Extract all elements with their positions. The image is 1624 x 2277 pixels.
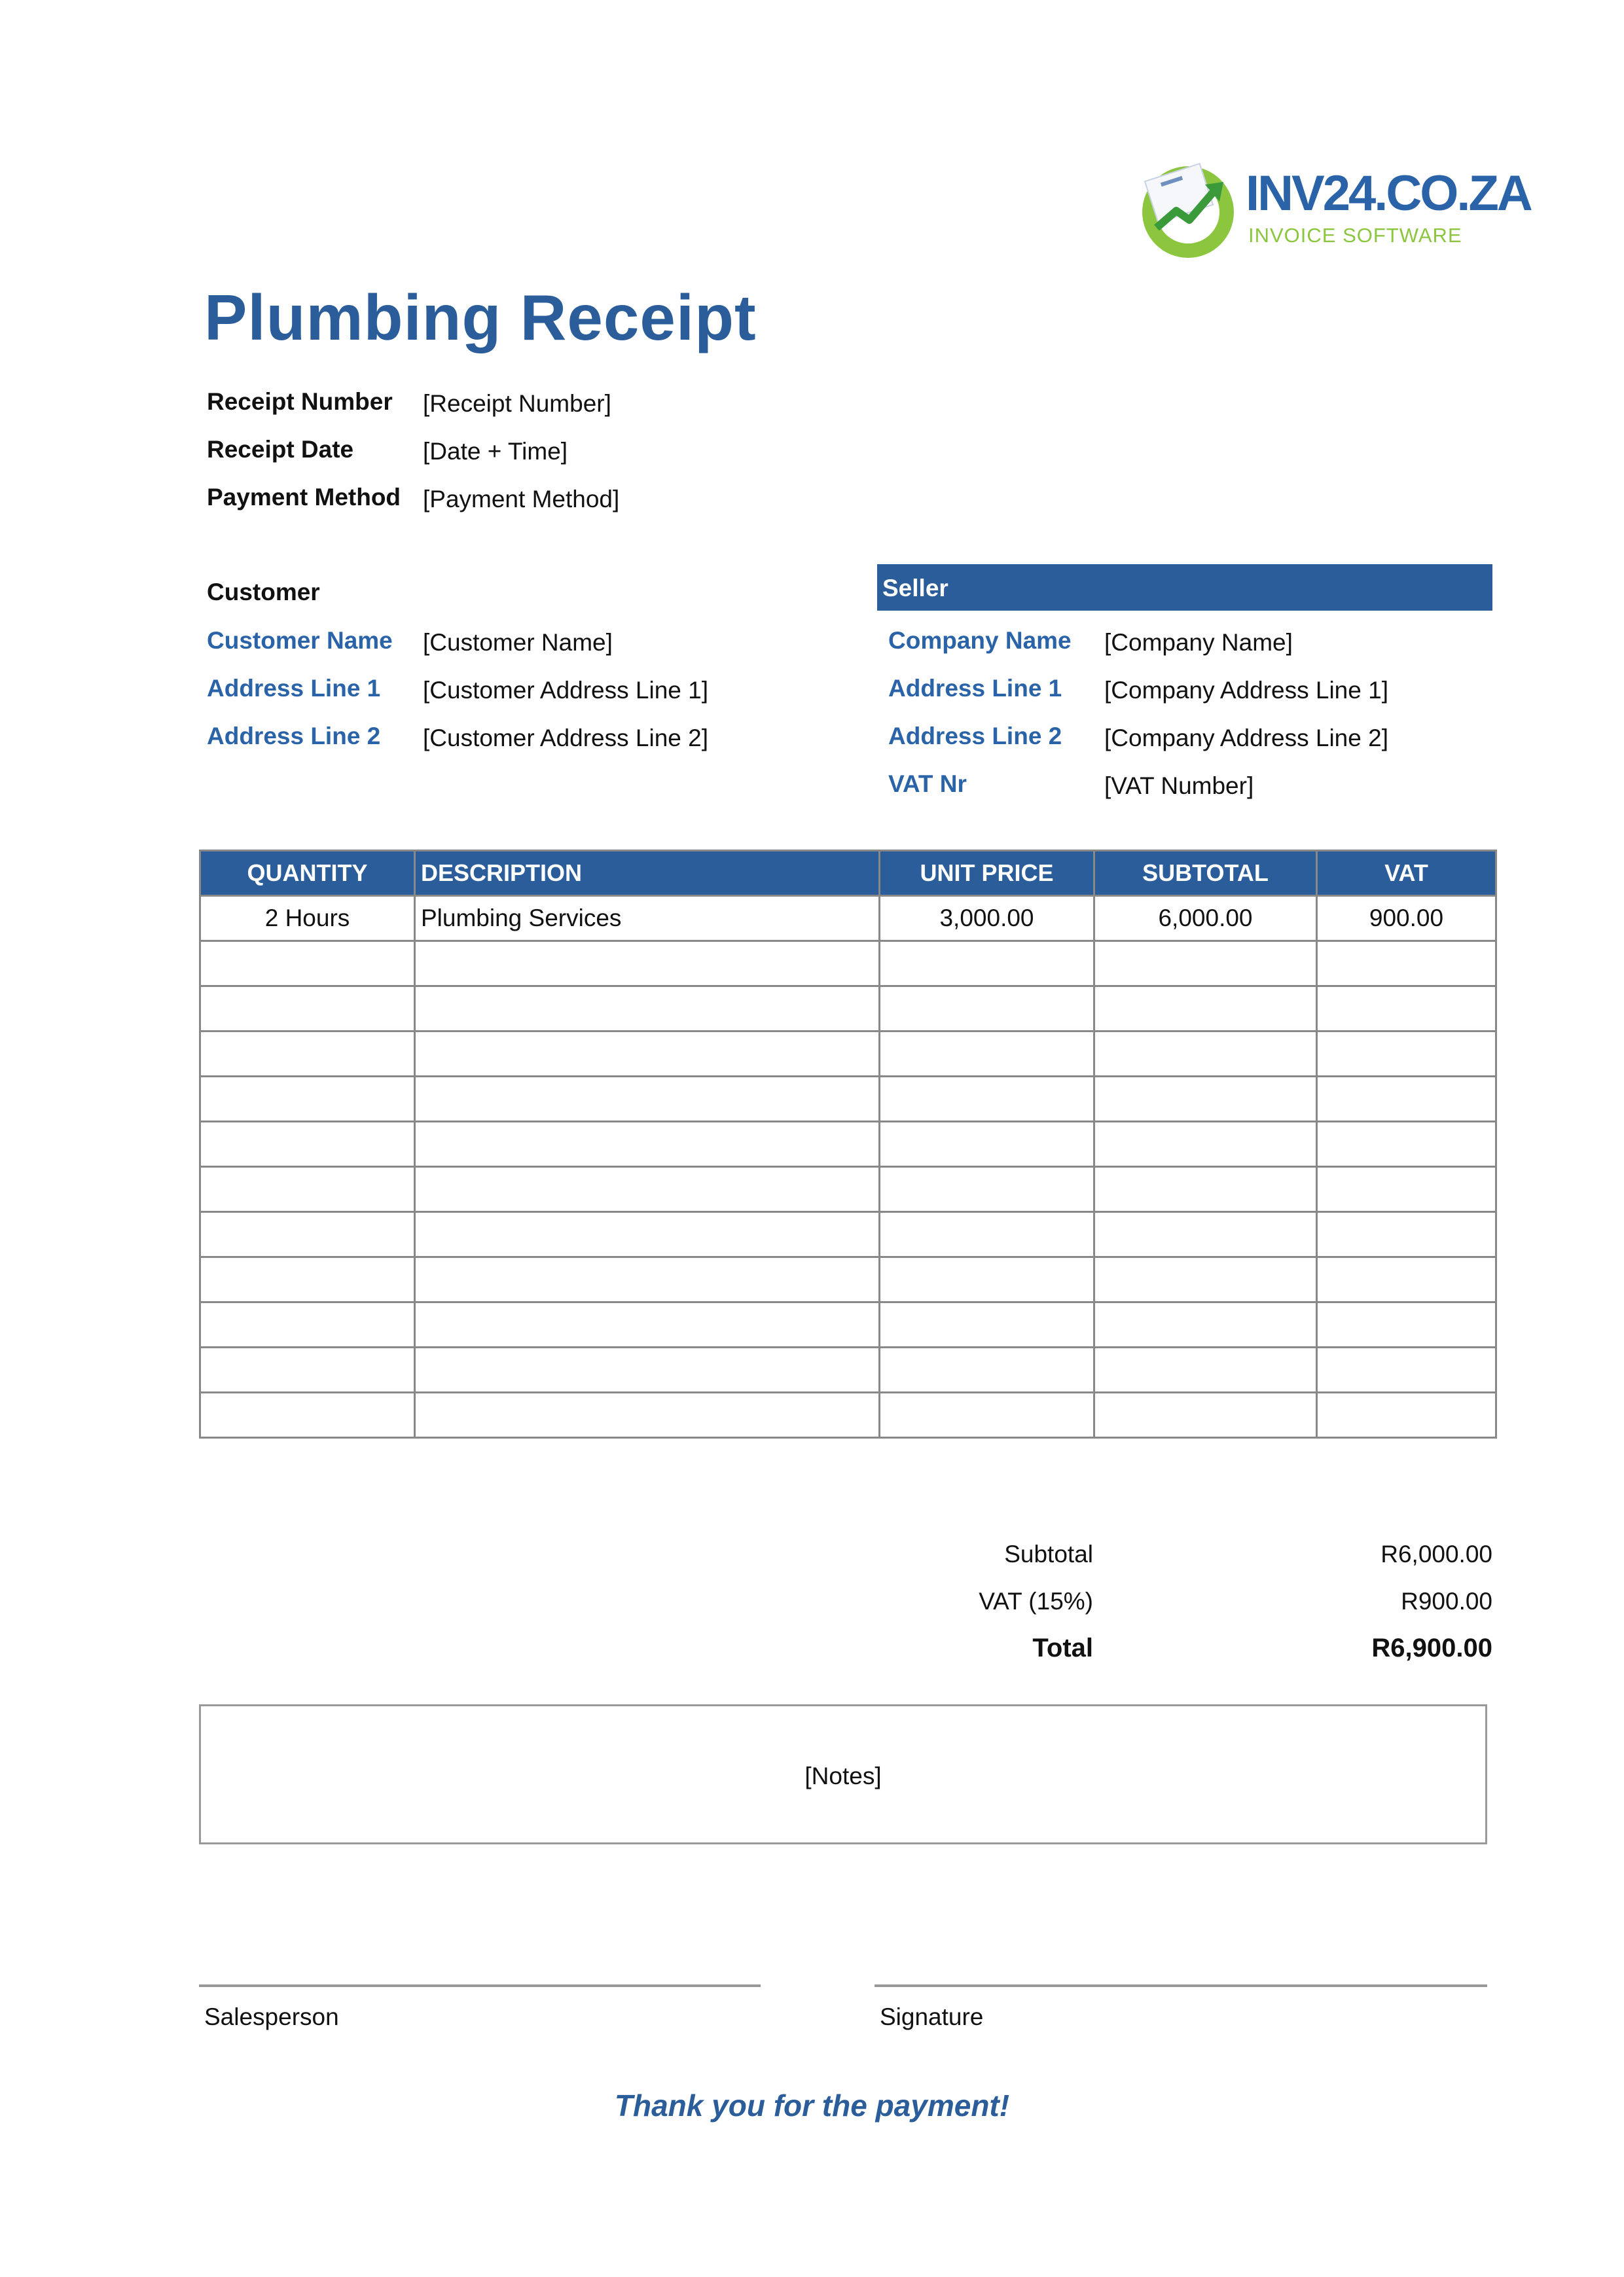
company-address1-value: [Company Address Line 1] — [1104, 677, 1388, 704]
cell-unit-price — [880, 1167, 1094, 1212]
company-address2-value: [Company Address Line 2] — [1104, 725, 1388, 751]
header-subtotal: SUBTOTAL — [1094, 851, 1317, 896]
total-label: Total — [1032, 1634, 1093, 1662]
cell-quantity: 2 Hours — [200, 896, 415, 941]
customer-name-label: Customer Name — [207, 627, 393, 654]
logo-tagline: INVOICE SOFTWARE — [1248, 224, 1462, 247]
table-row — [200, 941, 1496, 986]
cell-vat — [1317, 1077, 1496, 1122]
items-table — [199, 850, 1497, 1439]
items-header-row — [200, 851, 1496, 896]
header-unit-price: UNIT PRICE — [880, 851, 1094, 896]
company-name-label: Company Name — [888, 627, 1072, 654]
cell-description: Plumbing Services — [415, 896, 880, 941]
cell-description — [415, 1077, 880, 1122]
cell-subtotal — [1094, 1212, 1317, 1257]
cell-quantity — [200, 1348, 415, 1393]
cell-subtotal — [1094, 1077, 1317, 1122]
cell-subtotal — [1094, 1031, 1317, 1077]
table-row — [200, 1167, 1496, 1212]
signature-line — [875, 1984, 1487, 1987]
table-row — [200, 1122, 1496, 1167]
cell-quantity — [200, 1031, 415, 1077]
cell-quantity — [200, 986, 415, 1031]
cell-unit-price — [880, 1257, 1094, 1302]
vat-value: R900.00 — [1401, 1588, 1492, 1615]
cell-subtotal — [1094, 1122, 1317, 1167]
payment-method-value: [Payment Method] — [423, 486, 620, 512]
cell-vat — [1317, 1031, 1496, 1077]
receipt-chart-icon — [1136, 156, 1240, 260]
cell-unit-price: 3,000.00 — [880, 896, 1094, 941]
logo-brand-text: INV24.CO.ZA — [1246, 166, 1531, 221]
customer-name-value: [Customer Name] — [423, 629, 613, 656]
cell-vat — [1317, 1393, 1496, 1438]
cell-subtotal — [1094, 1257, 1317, 1302]
payment-method-label: Payment Method — [207, 484, 401, 511]
signature-label: Signature — [880, 2003, 984, 2030]
seller-heading: Seller — [882, 575, 948, 601]
thank-you-message: Thank you for the payment! — [614, 2089, 1010, 2123]
cell-unit-price — [880, 1212, 1094, 1257]
seller-heading-bar — [877, 564, 1492, 611]
cell-description — [415, 1302, 880, 1348]
cell-description — [415, 1257, 880, 1302]
cell-description — [415, 1167, 880, 1212]
company-address1-label: Address Line 1 — [888, 675, 1062, 702]
receipt-number-value: [Receipt Number] — [423, 390, 611, 417]
cell-subtotal — [1094, 941, 1317, 986]
salesperson-line — [199, 1984, 761, 1987]
cell-vat — [1317, 1122, 1496, 1167]
cell-vat — [1317, 1257, 1496, 1302]
cell-quantity — [200, 1167, 415, 1212]
cell-vat — [1317, 1212, 1496, 1257]
subtotal-label: Subtotal — [1004, 1541, 1093, 1568]
cell-description — [415, 986, 880, 1031]
customer-heading: Customer — [207, 579, 320, 605]
vat-nr-label: VAT Nr — [888, 770, 967, 797]
company-logo — [1136, 156, 1531, 260]
cell-description — [415, 1122, 880, 1167]
notes-box — [199, 1704, 1487, 1844]
table-row — [200, 1077, 1496, 1122]
cell-unit-price — [880, 941, 1094, 986]
cell-vat: 900.00 — [1317, 896, 1496, 941]
table-row — [200, 1393, 1496, 1438]
cell-unit-price — [880, 1122, 1094, 1167]
cell-description — [415, 941, 880, 986]
cell-description — [415, 1348, 880, 1393]
cell-subtotal — [1094, 1393, 1317, 1438]
cell-quantity — [200, 1302, 415, 1348]
cell-unit-price — [880, 1077, 1094, 1122]
receipt-number-label: Receipt Number — [207, 388, 393, 415]
cell-vat — [1317, 1348, 1496, 1393]
cell-subtotal — [1094, 1302, 1317, 1348]
customer-address1-value: [Customer Address Line 1] — [423, 677, 708, 704]
customer-address1-label: Address Line 1 — [207, 675, 381, 702]
cell-quantity — [200, 941, 415, 986]
header-description: DESCRIPTION — [415, 851, 880, 896]
table-row — [200, 1031, 1496, 1077]
table-row — [200, 1348, 1496, 1393]
cell-unit-price — [880, 1393, 1094, 1438]
company-address2-label: Address Line 2 — [888, 723, 1062, 749]
cell-quantity — [200, 1257, 415, 1302]
page-title: Plumbing Receipt — [204, 281, 757, 353]
cell-subtotal — [1094, 1167, 1317, 1212]
vat-label: VAT (15%) — [979, 1588, 1093, 1615]
cell-vat — [1317, 986, 1496, 1031]
cell-unit-price — [880, 1302, 1094, 1348]
cell-unit-price — [880, 986, 1094, 1031]
table-row — [200, 896, 1496, 941]
header-vat: VAT — [1317, 851, 1496, 896]
cell-subtotal: 6,000.00 — [1094, 896, 1317, 941]
customer-address2-value: [Customer Address Line 2] — [423, 725, 708, 751]
table-row — [200, 986, 1496, 1031]
table-row — [200, 1302, 1496, 1348]
cell-quantity — [200, 1393, 415, 1438]
header-quantity: QUANTITY — [200, 851, 415, 896]
cell-subtotal — [1094, 986, 1317, 1031]
cell-subtotal — [1094, 1348, 1317, 1393]
cell-unit-price — [880, 1348, 1094, 1393]
total-value: R6,900.00 — [1371, 1634, 1492, 1662]
cell-vat — [1317, 941, 1496, 986]
table-row — [200, 1212, 1496, 1257]
cell-description — [415, 1212, 880, 1257]
subtotal-value: R6,000.00 — [1380, 1541, 1492, 1568]
receipt-date-label: Receipt Date — [207, 436, 354, 463]
vat-nr-value: [VAT Number] — [1104, 772, 1254, 799]
cell-quantity — [200, 1077, 415, 1122]
receipt-date-value: [Date + Time] — [423, 438, 568, 465]
table-row — [200, 1257, 1496, 1302]
salesperson-label: Salesperson — [204, 2003, 339, 2030]
cell-vat — [1317, 1302, 1496, 1348]
customer-address2-label: Address Line 2 — [207, 723, 381, 749]
cell-unit-price — [880, 1031, 1094, 1077]
cell-quantity — [200, 1122, 415, 1167]
cell-vat — [1317, 1167, 1496, 1212]
company-name-value: [Company Name] — [1104, 629, 1293, 656]
cell-description — [415, 1031, 880, 1077]
cell-description — [415, 1393, 880, 1438]
cell-quantity — [200, 1212, 415, 1257]
notes-text: [Notes] — [804, 1763, 882, 1789]
